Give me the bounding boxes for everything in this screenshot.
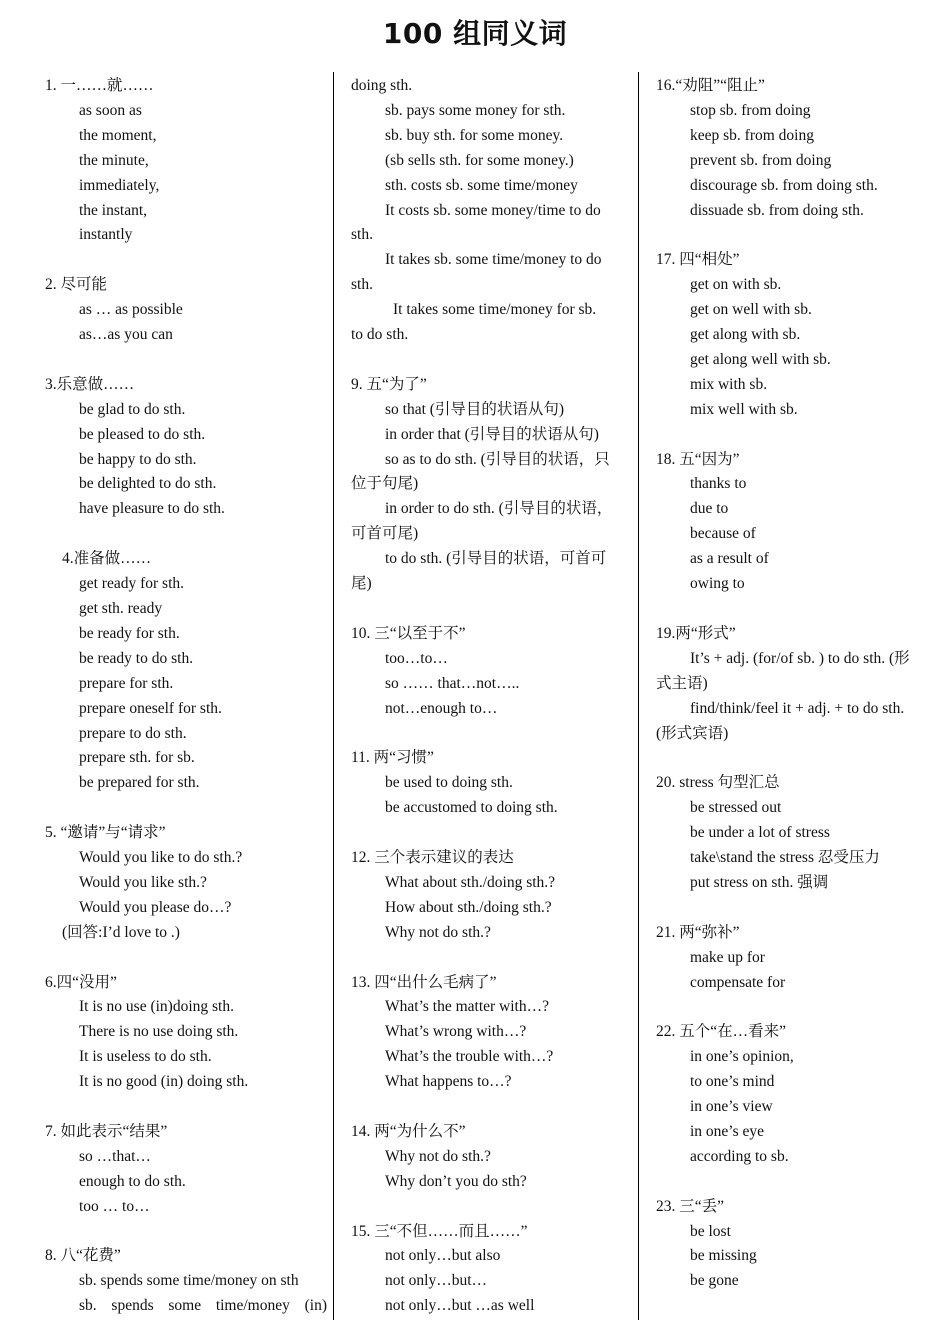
phrase-line: be pleased to do sth. [79, 425, 206, 443]
phrase-line: Why not do sth.? [385, 923, 491, 941]
phrase-line: sb. pays some money for sth. [385, 101, 566, 119]
phrase-line: get sth. ready [79, 599, 163, 617]
blank-line [45, 348, 327, 373]
phrase-line: Would you like to do sth.? [79, 849, 243, 867]
blank-line [351, 1195, 626, 1220]
phrase-line: the instant, [79, 201, 148, 219]
phrase-line: (形式宾语) [656, 724, 729, 742]
blank-line [656, 896, 931, 921]
phrase-line: It is useless to do sth. [79, 1048, 212, 1066]
section-heading: 8. 八“花费” [45, 1247, 121, 1265]
blank-line [351, 348, 626, 373]
section-heading: 14. 两“为什么不” [351, 1122, 466, 1140]
phrase-line: because of [690, 525, 756, 543]
phrase-line: keep sb. from doing [690, 126, 814, 144]
phrase-line: compensate for [690, 973, 786, 991]
section-heading: 13. 四“出什么毛病了” [351, 973, 497, 991]
phrase-line: to do sth. [351, 326, 409, 344]
phrase-line: owing to [690, 575, 745, 593]
phrase-line: so as to do sth. (引导目的状语，只 [385, 450, 610, 468]
phrase-line: Would you please do…? [79, 898, 232, 916]
phrase-line: (回答:I’d love to .) [62, 923, 180, 941]
phrase-line: be accustomed to doing sth. [385, 799, 558, 817]
phrase-line: not only…but …as well [385, 1297, 535, 1315]
blank-line [351, 597, 626, 622]
phrase-line: immediately, [79, 176, 160, 194]
section-heading: 7. 如此表示“结果” [45, 1122, 168, 1140]
phrase-line: sth. [351, 226, 373, 244]
phrase-line: in order to do sth. (引导目的状语， [385, 500, 613, 518]
section-heading: 10. 三“以至于不” [351, 624, 466, 642]
section-heading: 18. 五“因为” [656, 450, 740, 468]
phrase-line: What about sth./doing sth.? [385, 873, 556, 891]
phrase-line: stop sb. from doing [690, 101, 811, 119]
blank-line [351, 722, 626, 747]
blank-line [656, 223, 931, 248]
phrase-line: It takes some time/money for sb. [393, 301, 597, 319]
phrase-line: in order that (引导目的状语从句) [385, 425, 599, 443]
phrase-line: thanks to [690, 475, 747, 493]
phrase-line: be ready to do sth. [79, 649, 194, 667]
phrase-line: be missing [690, 1247, 757, 1265]
phrase-line: dissuade sb. from doing sth. [690, 201, 864, 219]
phrase-line: What happens to…? [385, 1073, 512, 1091]
phrase-line: the minute, [79, 151, 149, 169]
phrase-line: put stress on sth. 强调 [690, 873, 829, 891]
phrase-line: 尾) [351, 575, 372, 593]
phrase-line: mix with sb. [690, 375, 768, 393]
section-heading: 9. 五“为了” [351, 375, 427, 393]
phrase-line: get on with sb. [690, 276, 782, 294]
phrase-line: prepare for sth. [79, 674, 174, 692]
phrase-line: Would you like sth.? [79, 873, 207, 891]
phrase-line: to one’s mind [690, 1073, 775, 1091]
blank-line [45, 946, 327, 971]
text-column-1 [45, 74, 327, 1319]
blank-line [656, 1170, 931, 1195]
section-heading: 5. “邀请”与“请求” [45, 824, 166, 842]
phrase-line: (sb sells sth. for some money.) [385, 151, 574, 169]
phrase-line: in one’s opinion, [690, 1048, 794, 1066]
phrase-line: What’s wrong with…? [385, 1023, 527, 1041]
section-heading: 11. 两“习惯” [351, 749, 434, 767]
phrase-line: in one’s view [690, 1098, 773, 1116]
phrase-line: doing sth. [351, 77, 413, 94]
section-heading: 4.准备做…… [62, 550, 152, 568]
phrase-line: be under a lot of stress [690, 824, 830, 842]
phrase-line: in one’s eye [690, 1122, 765, 1140]
phrase-line: 可首可尾) [351, 525, 419, 543]
phrase-line: sb. spends some time/money on sth [79, 1272, 299, 1290]
section-heading: 22. 五个“在…看来” [656, 1023, 787, 1041]
phrase-line: too … to… [79, 1197, 150, 1215]
section-heading: 6.四“没用” [45, 973, 117, 991]
phrase-line: find/think/feel it + adj. + to do sth. [690, 699, 905, 717]
phrase-line: according to sb. [690, 1147, 789, 1165]
phrase-line: so that (引导目的状语从句) [385, 400, 565, 418]
phrase-line: mix well with sb. [690, 400, 798, 418]
phrase-line: not…enough to… [385, 699, 498, 717]
section-heading: 21. 两“弥补” [656, 923, 740, 941]
column-divider [333, 72, 334, 1320]
phrase-line: What’s the trouble with…? [385, 1048, 554, 1066]
blank-line [45, 1220, 327, 1245]
phrase-line: enough to do sth. [79, 1172, 186, 1190]
page-title: 100 组同义词 [382, 17, 568, 50]
phrase-line: as a result of [690, 550, 769, 568]
phrase-line: It’s + adj. (for/of sb. ) to do sth. (形 [690, 649, 910, 667]
phrase-line: be happy to do sth. [79, 450, 197, 468]
blank-line [656, 995, 931, 1020]
section-heading: 20. stress 句型汇总 [656, 774, 780, 792]
phrase-line: as soon as [79, 101, 142, 119]
phrase-line: It costs sb. some money/time to do [385, 201, 601, 219]
blank-line [351, 821, 626, 846]
phrase-line: How about sth./doing sth.? [385, 898, 552, 916]
blank-line [351, 1095, 626, 1120]
phrase-line: sth. costs sb. some time/money [385, 176, 578, 194]
phrase-line: get along well with sb. [690, 350, 831, 368]
phrase-line: be used to doing sth. [385, 774, 513, 792]
phrase-line: prevent sb. from doing [690, 151, 832, 169]
phrase-line: too…to… [385, 649, 448, 667]
phrase-line: get ready for sth. [79, 575, 185, 593]
blank-line [656, 597, 931, 622]
phrase-line: make up for [690, 948, 765, 966]
phrase-line: so …that… [79, 1147, 151, 1165]
blank-line [45, 796, 327, 821]
phrase-line: sb. buy sth. for some money. [385, 126, 564, 144]
phrase-line: 式主语) [656, 674, 708, 692]
phrase-line: due to [690, 500, 729, 518]
section-heading: 12. 三个表示建议的表达 [351, 849, 514, 867]
phrase-line: be gone [690, 1272, 739, 1290]
phrase-line: as…as you can [79, 326, 173, 344]
blank-line [45, 522, 327, 547]
phrase-line: sth. [351, 276, 373, 294]
text-column-3 [656, 74, 931, 1294]
phrase-line: so …… that…not….. [385, 674, 520, 692]
phrase-line: discourage sb. from doing sth. [690, 176, 878, 194]
section-heading: 17. 四“相处” [656, 251, 740, 269]
phrase-line: What’s the matter with…? [385, 998, 549, 1016]
phrase-line: to do sth. (引导目的状语，可首可 [385, 550, 607, 568]
section-heading: 2. 尽可能 [45, 276, 108, 294]
phrase-line: instantly [79, 226, 133, 244]
blank-line [351, 946, 626, 971]
phrase-line: sb. spends some time/money (in) [79, 1297, 327, 1315]
blank-line [45, 1095, 327, 1120]
section-heading: 23. 三“丢” [656, 1197, 725, 1215]
phrase-line: 位于句尾) [351, 475, 419, 493]
phrase-line: be lost [690, 1222, 731, 1240]
phrase-line: be delighted to do sth. [79, 475, 217, 493]
phrase-line: get on well with sb. [690, 301, 812, 319]
phrase-line: Why not do sth.? [385, 1147, 491, 1165]
phrase-line: There is no use doing sth. [79, 1023, 239, 1041]
section-heading: 16.“劝阻”“阻止” [656, 77, 765, 94]
phrase-line: have pleasure to do sth. [79, 500, 225, 518]
phrase-line: not only…but… [385, 1272, 488, 1290]
column-divider [638, 72, 639, 1320]
section-heading: 1. 一……就…… [45, 77, 154, 94]
phrase-line: not only…but also [385, 1247, 501, 1265]
phrase-line: get along with sb. [690, 326, 801, 344]
blank-line [45, 248, 327, 273]
phrase-line: be ready for sth. [79, 624, 180, 642]
phrase-line: prepare sth. for sb. [79, 749, 195, 767]
phrase-line: prepare to do sth. [79, 724, 187, 742]
phrase-line: prepare oneself for sth. [79, 699, 222, 717]
phrase-line: be prepared for sth. [79, 774, 200, 792]
blank-line [656, 746, 931, 771]
phrase-line: be stressed out [690, 799, 782, 817]
phrase-line: It takes sb. some time/money to do [385, 251, 602, 269]
text-column-2 [351, 74, 626, 1319]
phrase-line: take\stand the stress 忍受压力 [690, 849, 880, 867]
phrase-line: be glad to do sth. [79, 400, 186, 418]
phrase-line: as … as possible [79, 301, 183, 319]
phrase-line: Why don’t you do sth? [385, 1172, 527, 1190]
phrase-line: It is no good (in) doing sth. [79, 1073, 249, 1091]
phrase-line: It is no use (in)doing sth. [79, 998, 234, 1016]
section-heading: 19.两“形式” [656, 624, 736, 642]
section-heading: 15. 三“不但……而且……” [351, 1222, 528, 1240]
blank-line [656, 423, 931, 448]
section-heading: 3.乐意做…… [45, 375, 135, 393]
phrase-line: the moment, [79, 126, 157, 144]
